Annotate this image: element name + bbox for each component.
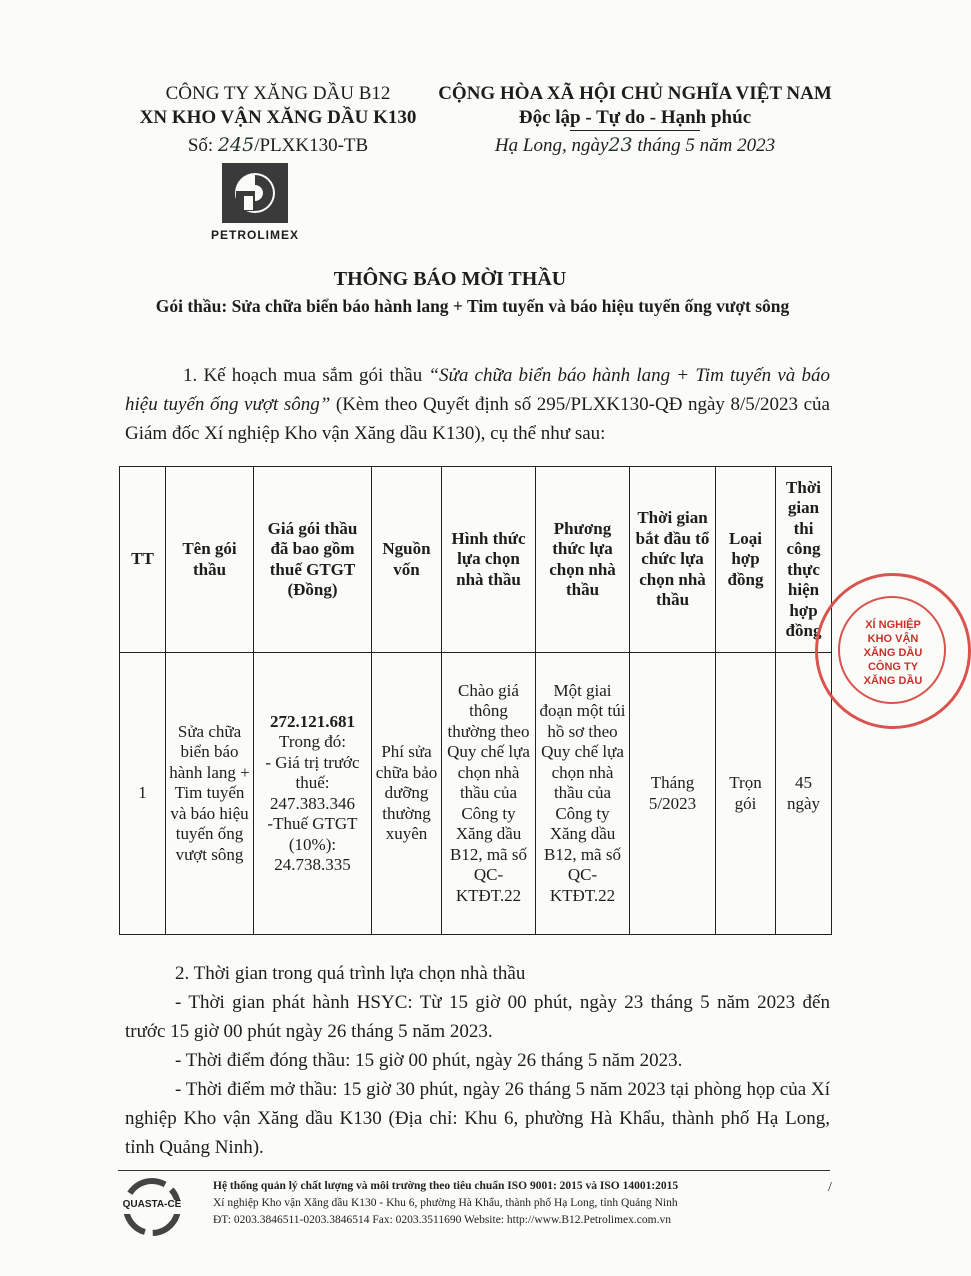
cell-duration: 45 ngày <box>776 653 832 935</box>
logo-text: PETROLIMEX <box>210 228 299 242</box>
cell-start: Tháng 5/2023 <box>630 653 716 935</box>
cell-method: Một giai đoạn một túi hồ sơ theo Quy chế lựa chọn nhà thầu của Công ty Xăng dầu B12, mã số QC-KTĐT.22 <box>536 653 630 935</box>
document-number: Số: 245/PLXK130-TB <box>187 134 369 156</box>
company-unit: XN KHO VẬN XĂNG DẦU K130 <box>139 107 417 128</box>
document-title: THÔNG BÁO MỜI THẦU <box>333 268 567 290</box>
package-title: Gói thầu: Sửa chữa biển báo hành lang + Tim tuyến và báo hiệu tuyến ống vượt sông <box>155 296 790 316</box>
cell-price <box>254 653 372 935</box>
national-header <box>430 82 840 158</box>
footer-address: Xí nghiệp Kho vận Xăng dầu K130 - Khu 6, phường Hà Khẩu, thành phố Hạ Long, tỉnh Quảng Ninh <box>213 1197 678 1209</box>
price-vat: -Thuế GTGT (10%): 24.738.335 <box>267 814 358 874</box>
date-day-handwritten: 23 <box>608 134 633 156</box>
price-total: 272.121.681 <box>270 711 355 731</box>
header-name: Tên gói thầu <box>166 467 254 653</box>
footer-text <box>213 1178 803 1229</box>
cell-contract-type: Trọn gói <box>716 653 776 935</box>
company-block <box>118 82 438 158</box>
seal-text: XÍ NGHIỆP KHO VẬN XĂNG DẦU CÔNG TY XĂNG DẦU <box>863 619 923 687</box>
footer-iso: Hệ thống quản lý chất lượng và môi trường theo tiêu chuẩn ISO 9001: 2015 và ISO 14001:2015 <box>213 1180 679 1192</box>
petrolimex-logo-icon <box>222 163 288 223</box>
country-name: CỘNG HÒA XÃ HỘI CHỦ NGHĨA VIỆT NAM <box>438 83 832 104</box>
motto: Độc lập - Tự do - Hạnh phúc <box>518 107 752 128</box>
header-form: Hình thức lựa chọn nhà thầu <box>442 467 536 653</box>
place-date: Hạ Long, ngày23 tháng 5 năm 2023 <box>494 134 776 156</box>
motto-underline <box>570 130 700 131</box>
price-pretax: - Giá trị trước thuế: 247.383.346 <box>265 752 360 813</box>
footer-contact: ĐT: 0203.3846511-0203.3846514 Fax: 0203.3511690 Website: http://www.B12.Petrolimex.com.vn <box>213 1214 671 1226</box>
bid-plan-table <box>119 466 832 935</box>
table-row <box>120 653 832 935</box>
header-start: Thời gian bắt đầu tổ chức lựa chọn nhà thầu <box>630 467 716 653</box>
header-contract-type: Loại hợp đồng <box>716 467 776 653</box>
quasta-badge-text: QUASTA-CE <box>122 1199 182 1210</box>
doc-number-handwritten: 245 <box>217 134 255 156</box>
section-2 <box>125 959 830 1162</box>
bid-closing-time: - Thời điểm đóng thầu: 15 giờ 00 phút, ngày 26 tháng 5 năm 2023. <box>175 1050 683 1071</box>
cell-tt: 1 <box>120 653 166 935</box>
bid-opening-time: - Thời điểm mở thầu: 15 giờ 30 phút, ngày 26 tháng 5 năm 2023 tại phòng họp của Xí nghiệp Kho vận Xăng dầu K130 (Địa chỉ: Khu 6, phường Hà Khẩu, thành phố Hạ Long, tỉnh Quảng Ninh). <box>125 1079 830 1158</box>
cell-source: Phí sửa chữa bảo dưỡng thường xuyên <box>372 653 442 935</box>
hsyc-issue-time: - Thời gian phát hành HSYC: Từ 15 giờ 00 phút, ngày 23 tháng 5 năm 2023 đến trước 15 giờ 00 phút ngày 26 tháng 5 năm 2023. <box>125 992 830 1042</box>
header-price: Giá gói thầu đã bao gồm thuế GTGT (Đồng) <box>254 467 372 653</box>
section-2-heading: 2. Thời gian trong quá trình lựa chọn nhà thầu <box>175 963 526 984</box>
section-1-paragraph: 1. Kế hoạch mua sắm gói thầu “Sửa chữa biển báo hành lang + Tim tuyến và báo hiệu tuyến ống vượt sông” (Kèm theo Quyết định số 295/PLXK130-QĐ ngày 8/5/2023 của Giám đốc Xí nghiệp Kho vận Xăng dầu K130), cụ thể như sau: <box>125 365 830 444</box>
header-duration: Thời gian thi công thực hiện hợp đồng <box>776 467 832 653</box>
cell-name: Sửa chữa biển báo hành lang + Tim tuyến và báo hiệu tuyến ống vượt sông <box>166 653 254 935</box>
header-method: Phương thức lựa chọn nhà thầu <box>536 467 630 653</box>
company-seal <box>815 573 971 729</box>
cell-form: Chào giá thông thường theo Quy chế lựa chọn nhà thầu của Công ty Xăng dầu B12, mã số QC-KTĐT.22 <box>442 653 536 935</box>
header-source: Nguồn vốn <box>372 467 442 653</box>
header-tt: TT <box>120 467 166 653</box>
page-mark: / <box>828 1180 832 1195</box>
price-in-which: Trong đó: <box>279 732 346 751</box>
table-header-row <box>120 467 832 653</box>
footer-divider <box>118 1170 830 1171</box>
company-parent: CÔNG TY XĂNG DẦU B12 <box>165 83 391 104</box>
